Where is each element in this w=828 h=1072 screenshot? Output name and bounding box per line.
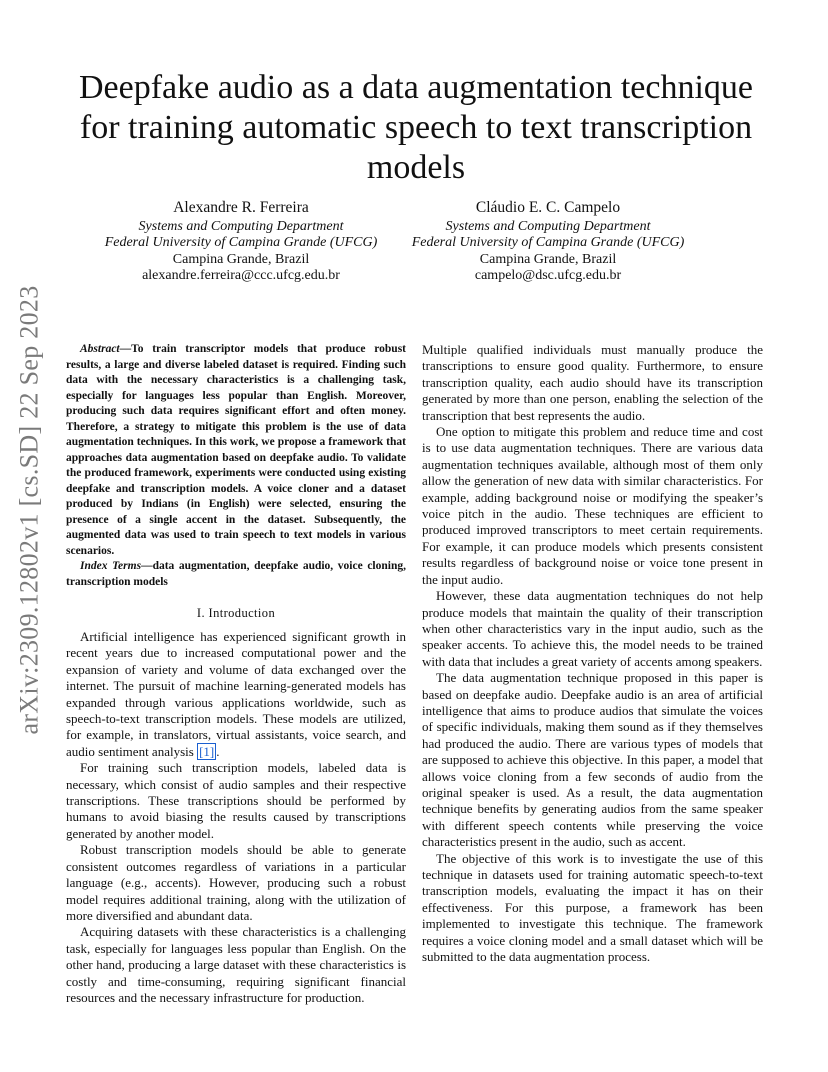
index-terms-label: Index Terms	[80, 560, 142, 572]
arxiv-side-stamp	[4, 285, 56, 735]
author-university: Federal University of Campina Grande (UFCG)	[411, 235, 685, 250]
intro-paragraph-augmentation-options: One option to mitigate this problem and reduce time and cost is to use data augmentation techniques. There are various data augmentation techniques available, although most of them only allow the generation of new data with similar characteristics. For example, adding background noise or modifying the speaker’s voice pitch in the audio. These techniques are efficient to produced improved transcriptors to meet certain requirements. For example, it can produce models which presents consistent results regardless of background noise or voice tone present in the input audio.	[422, 424, 763, 587]
author-name: Cláudio E. C. Campelo	[475, 199, 621, 216]
author-location: Campina Grande, Brazil	[172, 251, 310, 267]
author-department: Systems and Computing Department	[445, 218, 651, 234]
section-heading-introduction: I. Introduction	[196, 606, 276, 620]
intro-paragraph-1: Artificial intelligence has experienced significant growth in recent years due to increased computational power and the expansion of variety and volume of data exchanged over the internet. The pursuit of machine learning-generated models has expanded through various applications worldwide, such as speech-to-text transcription models. These models are utilized, for example, in translators, virtual assistants, voice search, and audio sentiment analysis [1] .	[66, 629, 406, 759]
abstract-text: —To train transcriptor models that produce robust results, a large and diverse labeled dataset is required. Finding such data with the necessary characteristics is a challenging task, especially for languages less popular than English. Moreover, producing such data requires significant effort and often money. Therefore, a strategy to mitigate this problem is the use of data augmentation techniques. In this work, we propose a framework that approaches data augmentation based on deepfake audio. To validate the produced framework, experiments were conducted using existing deepfake and transcription models. A voice cloner and a dataset produced by Indians (in English) were selected, ensuring the presence of a single accent in the dataset. Subsequently, the augmented data was used to train speech to text models in various scenarios.	[66, 343, 406, 557]
author-name: Alexandre R. Ferreira	[173, 199, 309, 216]
index-terms-text: —data augmentation, deepfake audio, voice cloning, transcription models	[66, 560, 406, 588]
author-department: Systems and Computing Department	[138, 218, 344, 234]
citation-link[interactable]: [1]	[199, 743, 215, 759]
intro-paragraph-accents: However, these data augmentation techniques do not help produce models that maintain the quality of their transcription when other characteristics vary in the input audio, such as the speaker accents. To achieve this, the model needs to be trained with data that includes a great variety of accents among speakers.	[422, 588, 763, 669]
author-university: Federal University of Campina Grande (UFCG)	[104, 235, 378, 250]
abstract-label: Abstract	[80, 343, 120, 355]
author-block-1	[76, 200, 406, 285]
right-column	[422, 342, 763, 965]
author-block-2	[383, 200, 713, 285]
arxiv-identifier: arXiv:2309.12802v1 [cs.SD] 22 Sep 2023	[15, 285, 45, 735]
intro-paragraph-2: For training such transcription models, labeled data is necessary, which consist of audio samples and their respective transcriptions. These transcriptions should be performed by humans to avoid biasing the results caused by transcriptions generated by another model.	[66, 760, 406, 841]
intro-paragraph-objective: The objective of this work is to investigate the use of this technique in datasets used for training automatic speech-to-text transcription models, evaluating the impact it has on their effectiveness. For this purpose, a framework has been implemented to investigate this technique. The framework requires a voice cloning model and a small dataset which will be submitted to the data augmentation process.	[422, 850, 763, 965]
intro-paragraph-continued: Multiple qualified individuals must manually produce the transcriptions to ensure good quality. Furthermore, to ensure transcription quality, each audio should have its transcription generated by more than one person, enabling the selection of the transcription that best represents the audio.	[422, 342, 763, 423]
intro-paragraph-deepfake: The data augmentation technique proposed in this paper is based on deepfake audio. Deepfake audio is an area of artificial intelligence that aims to produce audios that simulate the voices of specific individuals, making them sound as if they themselves had produced the audio. There are various types of models that are supposed to achieve this objective. In this paper, a model that allows voice cloning from a few seconds of audio from the original speaker is used. As a result, the data augmentation technique benefits by generating audios from the same speaker with different speech contents while preserving the voice characteristics present in the audio, such as accent.	[422, 670, 763, 850]
abstract	[66, 342, 406, 559]
intro-paragraph-4: Acquiring datasets with these characteristics is a challenging task, especially for languages less popular than English. On the other hand, producing a large dataset with these characteristics is costly and time-consuming, requiring significant financial resources and the necessary infrastructure for production.	[66, 924, 406, 1005]
author-location: Campina Grande, Brazil	[479, 251, 617, 267]
left-column	[66, 342, 406, 1006]
paper-title: Deepfake audio as a data augmentation technique for training automatic speech to text transcription models	[78, 69, 754, 186]
author-email[interactable]: campelo@dsc.ufcg.edu.br	[474, 268, 622, 283]
index-terms	[66, 559, 406, 590]
intro-paragraph-3: Robust transcription models should be able to generate consistent outcomes regardless of variations in a particular language (e.g., accents). However, producing such a robust model requires additional training, along with the utilization of more diversified and abundant data.	[66, 842, 406, 923]
author-email[interactable]: alexandre.ferreira@ccc.ufcg.edu.br	[142, 268, 340, 283]
